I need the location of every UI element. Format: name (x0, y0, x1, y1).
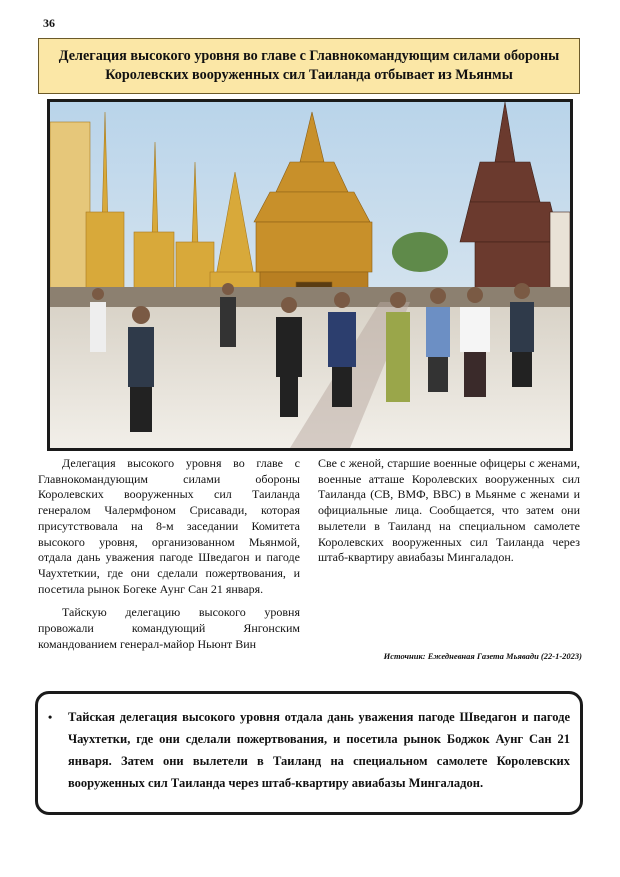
headline: Делегация высокого уровня во главе с Главнокомандующим силами обороны Королевских вооруженных сил Таиланда отбывает из Мьянмы (58, 48, 560, 83)
summary-item (48, 706, 570, 794)
article-column-right (318, 456, 580, 574)
source-credit: Источник: Ежедневная Газета Мьявади (22-1-2023) (383, 651, 582, 661)
article-paragraph: Делегация высокого уровня во главе с Главнокомандующим силами обороны Королевских вооруженных сил Таиланда генералом Чалермфоном Срисавади, которая присутствовала на 8-м заседании Комитета высокого уровня, организованном Мьянмой, отдала дань уважения пагоде Шведагон и пагоде Чаухтеткии, где они сделали пожертвования, и посетила рынок Богеке Аунг Сан 21 января. (38, 456, 300, 596)
bullet-icon: • (48, 710, 53, 724)
photo-frame (47, 99, 573, 451)
summary-box (35, 691, 583, 815)
summary-list (48, 706, 570, 794)
summary-text: Тайская делегация высокого уровня отдала дань уважения пагоде Шведагон и пагоде Чаухтетки, где они сделали пожертвования, и посетила рынок Боджок Аунг Сан 21 января. Затем они вылетели в Таиланд на специальном самолете Королевских вооруженных сил Таиланда через штаб-квартиру авиабазы Мингаладон. (68, 710, 570, 790)
headline-box (38, 38, 580, 94)
article-paragraph: Све с женой, старшие военные офицеры с женами, военные атташе Королевских вооруженных сил Таиланда (СВ, ВМФ, ВВС) в Мьянме с женами и официальные лица. Сообщается, что затем они вылетели в Таиланд на специальном самолете Королевских вооруженных сил Таиланда через штаб-квартиру авиабазы Мингаладон. (318, 456, 580, 565)
page-number: 36 (43, 16, 55, 30)
photo-image (50, 102, 570, 448)
article-paragraph: Тайскую делегацию высокого уровня провожали командующий Янгонским командованием генерал-майор Ньюнт Вин (38, 605, 300, 651)
article-column-left (38, 456, 300, 660)
